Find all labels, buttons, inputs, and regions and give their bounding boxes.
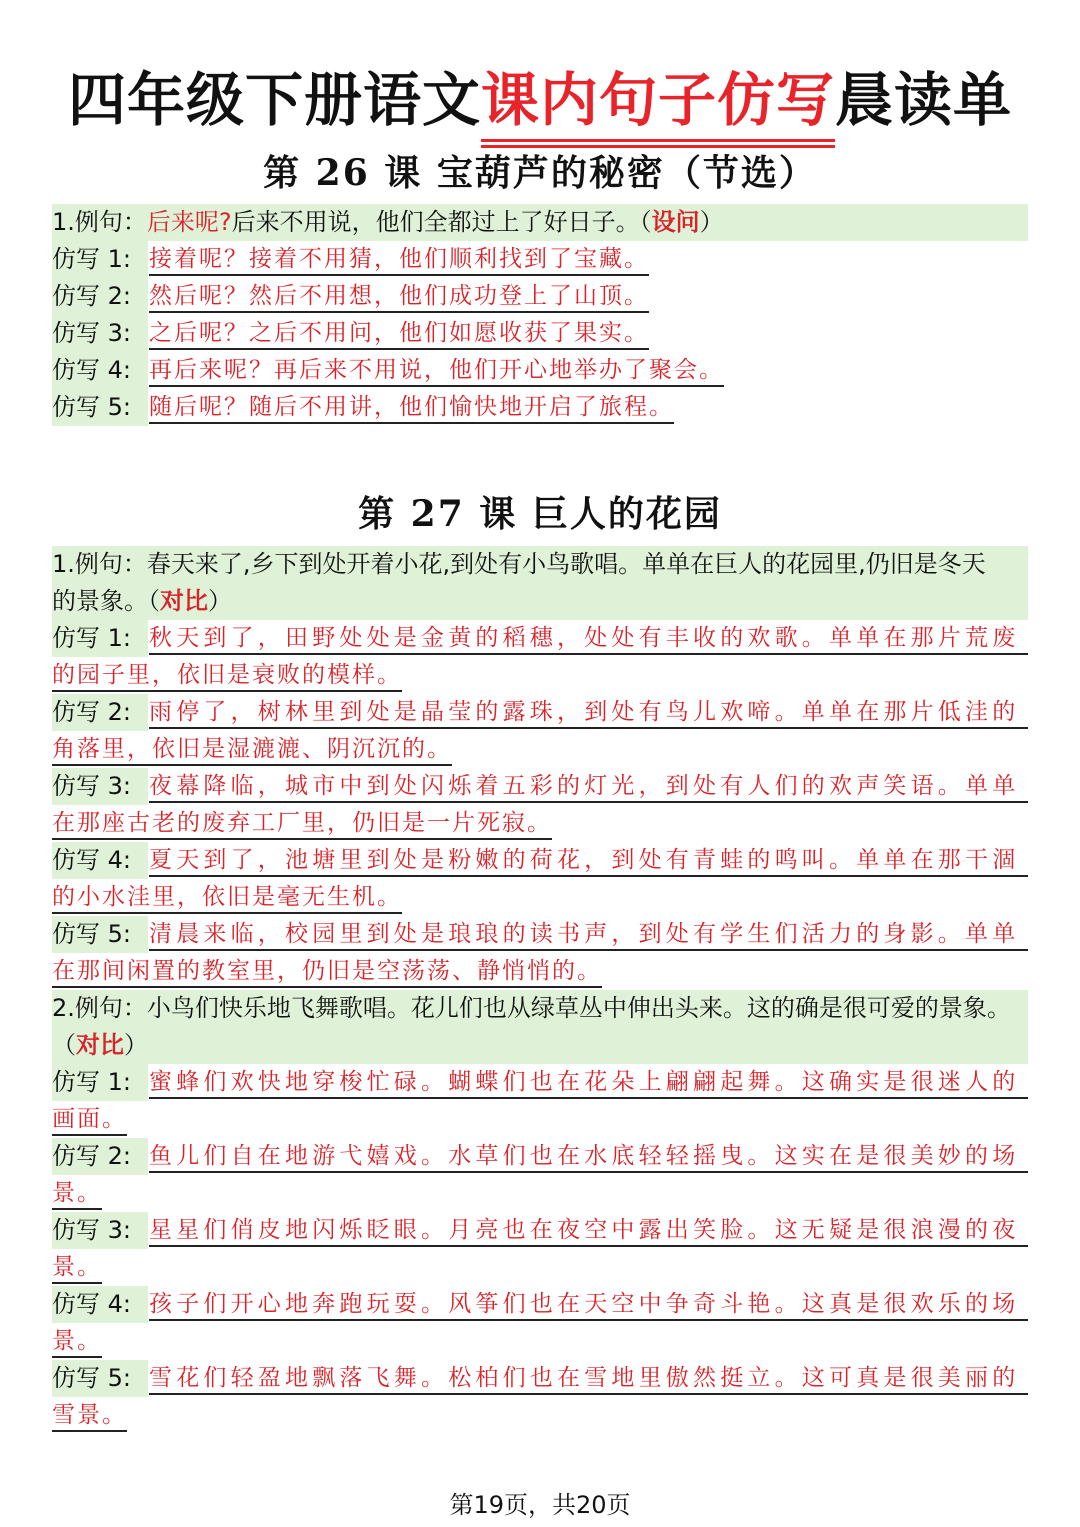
imitation-row: [52, 620, 1028, 657]
lesson27-example2-line2: [52, 1027, 1028, 1064]
imitation-label: 仿写 2:: [52, 694, 148, 731]
imitation-row: [52, 842, 1028, 879]
imitation-answer: 夜幕降临，城市中到处闪烁着五彩的灯光，到处有人们的欢声笑语。单单: [149, 768, 1028, 803]
example-text: 1.例句：春天来了,乡下到处开着小花,到处有小鸟歌唱。单单在巨人的花园里,仍旧是冬天: [52, 550, 986, 578]
imitation-label: 仿写 5:: [52, 389, 148, 426]
imitation-row-cont: [52, 879, 1028, 916]
imitation-row: [52, 768, 1028, 805]
imitation-label: 仿写 3:: [52, 768, 148, 805]
lesson27-title: 第 27 课 巨人的花园: [358, 493, 722, 535]
imitation-answer: 雨停了，树林里到处是晶莹的露珠，到处有鸟儿欢啼。单单在那片低洼的: [149, 694, 1028, 729]
imitation-answer-cont: 景。: [52, 1175, 102, 1210]
imitation-answer: 再后来呢？再后来不用说，他们开心地举办了聚会。: [149, 352, 724, 387]
imitation-label: 仿写 4:: [52, 1286, 148, 1323]
imitation-row-cont: [52, 1101, 1028, 1138]
rhetoric-tag: 对比: [160, 587, 208, 615]
example-end: ）: [124, 1031, 148, 1059]
imitation-row: [52, 1064, 1028, 1101]
imitation-answer-cont: 角落里，依旧是湿漉漉、阴沉沉的。: [52, 731, 452, 766]
imitation-row: [52, 241, 1028, 278]
lesson26-example: [52, 204, 1028, 241]
imitation-answer-cont: 景。: [52, 1249, 102, 1284]
imitation-label: 仿写 5:: [52, 916, 148, 953]
imitation-label: 仿写 1:: [52, 241, 148, 278]
imitation-row-cont: [52, 805, 1028, 842]
imitation-answer-cont: 景。: [52, 1323, 102, 1358]
imitation-answer-cont: 画面。: [52, 1101, 127, 1136]
imitation-answer: 清晨来临，校园里到处是琅琅的读书声，到处有学生们活力的身影。单单: [149, 916, 1028, 951]
imitation-answer-cont: 在那座古老的废弃工厂里，仍旧是一片死寂。: [52, 805, 552, 840]
imitation-label: 仿写 3:: [52, 315, 148, 352]
imitation-row-cont: [52, 1249, 1028, 1286]
lesson26-section: [52, 204, 1028, 426]
imitation-answer: 之后呢？之后不用问，他们如愿收获了果实。: [149, 315, 649, 350]
page-number: 第19页，共20页: [449, 1491, 631, 1519]
imitation-label: 仿写 3:: [52, 1212, 148, 1249]
imitation-row: [52, 694, 1028, 731]
lesson26-title: 第 26 课 宝葫芦的秘密（节选）: [263, 152, 817, 194]
lesson27-example2-line1: [52, 990, 1028, 1027]
imitation-answer: 孩子们开心地奔跑玩耍。风筝们也在天空中争奇斗艳。这真是很欢乐的场: [149, 1286, 1028, 1321]
imitation-label: 仿写 1:: [52, 1064, 148, 1101]
rhetoric-tag: 对比: [76, 1031, 124, 1059]
lesson27-example1-line2: [52, 583, 1028, 620]
title-part2: 晨读单: [835, 66, 1013, 134]
imitation-row: [52, 916, 1028, 953]
imitation-label: 仿写 5:: [52, 1360, 148, 1397]
imitation-label: 仿写 2:: [52, 278, 148, 315]
imitation-row: [52, 278, 1028, 315]
page-title: [0, 62, 1080, 138]
imitation-answer: 星星们俏皮地闪烁眨眼。月亮也在夜空中露出笑脸。这无疑是很浪漫的夜: [149, 1212, 1028, 1247]
imitation-row: [52, 389, 1028, 426]
imitation-answer-cont: 雪景。: [52, 1397, 127, 1432]
imitation-answer: 接着呢？接着不用猜，他们顺利找到了宝藏。: [149, 241, 649, 276]
example-text: 的景象。（: [52, 587, 160, 615]
imitation-answer: 随后呢？随后不用讲，他们愉快地开启了旅程。: [149, 389, 674, 424]
imitation-row: [52, 1138, 1028, 1175]
example-end: ）: [699, 208, 724, 236]
example-end: ）: [208, 587, 232, 615]
example-text: （: [52, 1031, 76, 1059]
imitation-row: [52, 352, 1028, 389]
imitation-row-cont: [52, 1323, 1028, 1360]
imitation-answer-cont: 在那间闲置的教室里，仍旧是空荡荡、静悄悄的。: [52, 953, 602, 988]
example-text: 后来不用说，他们全都过上了好日子。（: [231, 208, 652, 236]
example-text: 2.例句：小鸟们快乐地飞舞歌唱。花儿们也从绿草丛中伸出头来。这的确是很可爱的景象。: [52, 994, 1011, 1022]
imitation-label: 仿写 1:: [52, 620, 148, 657]
imitation-row: [52, 1360, 1028, 1397]
imitation-answer: 蜜蜂们欢快地穿梭忙碌。蝴蝶们也在花朵上翩翩起舞。这确实是很迷人的: [149, 1064, 1028, 1099]
imitation-answer: 秋天到了，田野处处是金黄的稻穗，处处有丰收的欢歌。单单在那片荒废: [149, 620, 1028, 655]
imitation-answer-cont: 的园子里，依旧是衰败的模样。: [52, 657, 402, 692]
imitation-answer: 然后呢？然后不用想，他们成功登上了山顶。: [149, 278, 649, 313]
title-highlight: 课内句子仿写: [481, 62, 835, 138]
imitation-label: 仿写 4:: [52, 352, 148, 389]
imitation-row: [52, 1212, 1028, 1249]
lesson27-section: [52, 546, 1028, 1434]
imitation-row: [52, 1286, 1028, 1323]
imitation-row-cont: [52, 1397, 1028, 1434]
imitation-row-cont: [52, 731, 1028, 768]
imitation-row-cont: [52, 1175, 1028, 1212]
imitation-label: 仿写 2:: [52, 1138, 148, 1175]
imitation-answer: 鱼儿们自在地游弋嬉戏。水草们也在水底轻轻摇曳。这实在是很美妙的场: [149, 1138, 1028, 1173]
imitation-answer-cont: 的小水洼里，依旧是毫无生机。: [52, 879, 402, 914]
example-red-text: 后来呢?: [146, 208, 232, 236]
example-prefix: 1.例句：: [52, 208, 147, 236]
imitation-row: [52, 315, 1028, 352]
imitation-answer: 夏天到了，池塘里到处是粉嫩的荷花，到处有青蛙的鸣叫。单单在那干涸: [149, 842, 1028, 877]
rhetoric-tag: 设问: [651, 208, 700, 236]
title-part1: 四年级下册语文: [67, 66, 481, 134]
imitation-answer: 雪花们轻盈地飘落飞舞。松柏们也在雪地里傲然挺立。这可真是很美丽的: [149, 1360, 1028, 1395]
imitation-label: 仿写 4:: [52, 842, 148, 879]
lesson27-example1-line1: [52, 546, 1028, 583]
imitation-row-cont: [52, 657, 1028, 694]
imitation-row-cont: [52, 953, 1028, 990]
